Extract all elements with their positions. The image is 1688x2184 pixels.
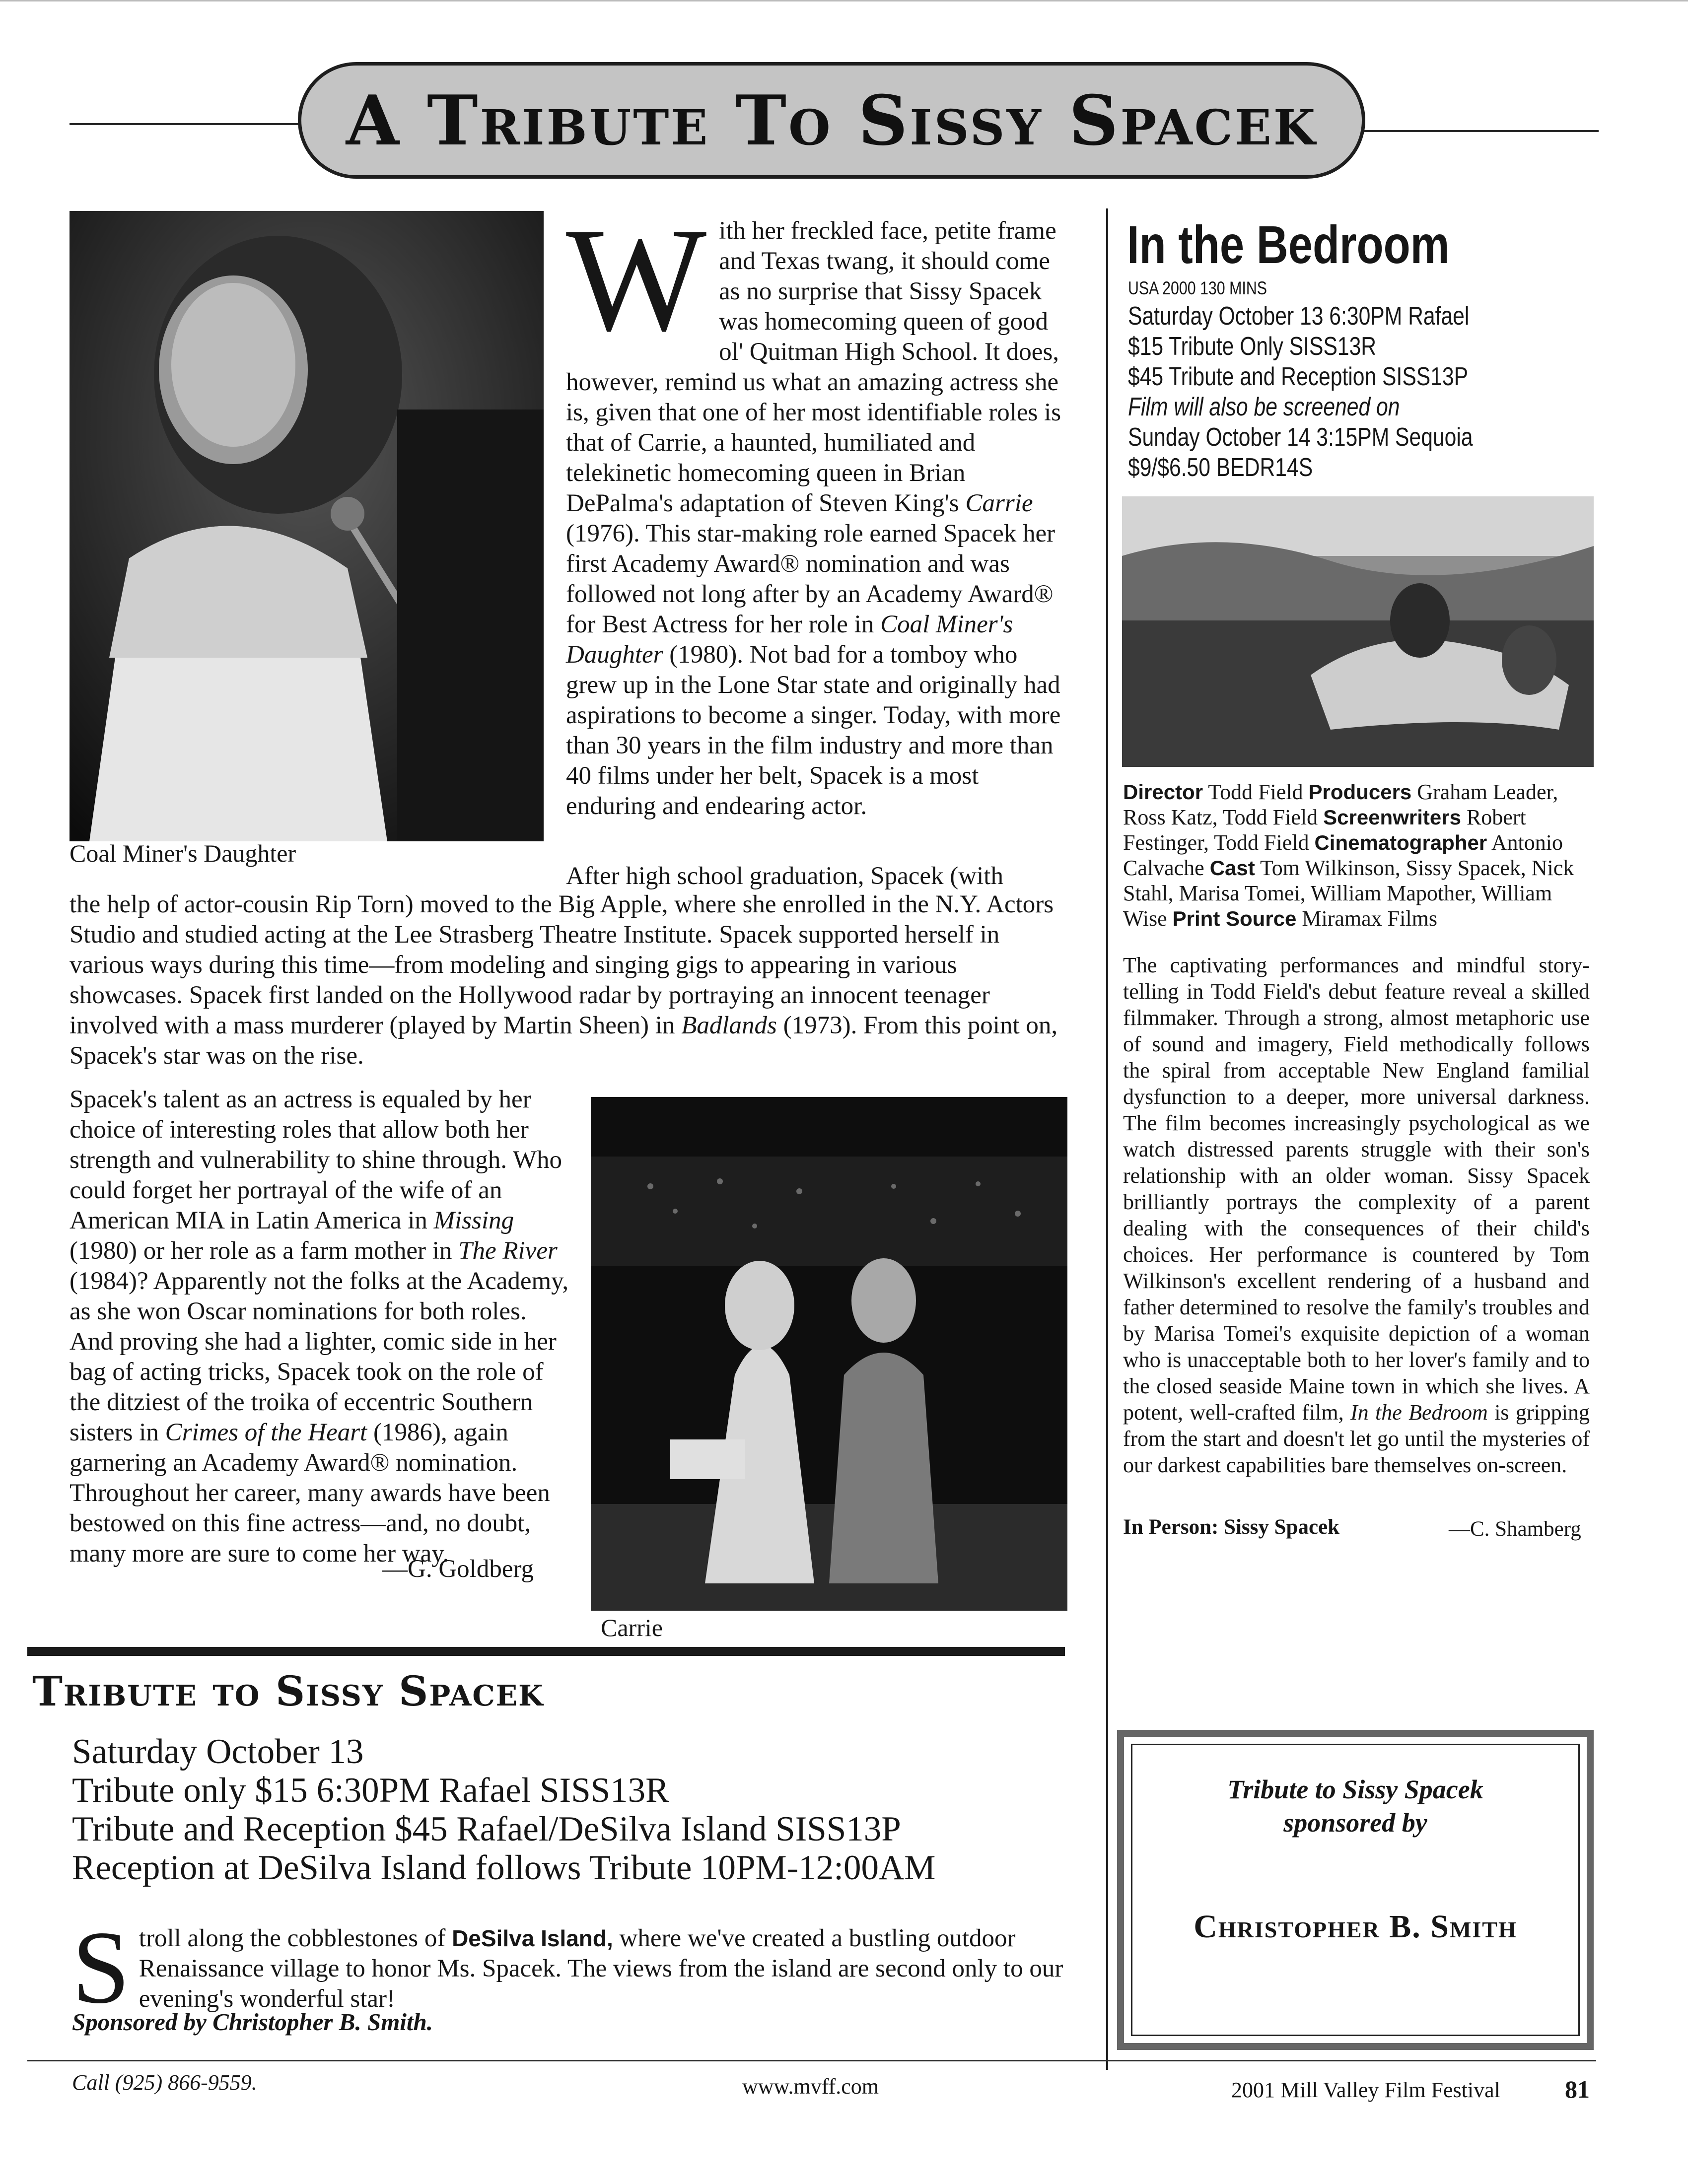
tribute-date: Saturday October 13 bbox=[72, 1732, 364, 1771]
caption-coal-miners-daughter: Coal Miner's Daughter bbox=[70, 839, 296, 867]
page-top-edge bbox=[0, 0, 1688, 1]
footer-url[interactable]: www.mvff.com bbox=[742, 2074, 879, 2099]
sponsor-name: Christopher B. Smith bbox=[1194, 1909, 1517, 1945]
tribute-heading: Tribute to Sissy Spacek bbox=[32, 1668, 544, 1715]
tribute-reception-time: Reception at DeSilva Island follows Tribute 10PM-12:00AM bbox=[72, 1848, 936, 1887]
article-para3: Spacek's talent as an actress is equaled by her choice of interesting roles that allow both her strength and vulnerability to shine through. Who could forget her portrayal of the wife of an American MIA in Latin America in Missing (1980) or her role as a farm mother in The River (1984)? Apparently not the folks at the Academy, as she won Oscar nominations for both roles. And proving she had a lighter, comic side in her bag of acting tricks, Spacek took on the role of the ditziest of the troika of eccentric Southern sisters in Crimes of the Heart (1986), again garnering an Academy Award® nomination. Throughout her career, many awards have been bestowed on this fine actress—and, no doubt, many more are sure to come her way. bbox=[70, 1086, 569, 1568]
banner-title: A Tribute To Sissy Spacek bbox=[346, 80, 1318, 161]
sponsor-line-2: sponsored by bbox=[1283, 1808, 1427, 1838]
caption-carrie: Carrie bbox=[601, 1614, 663, 1641]
photo-carrie bbox=[591, 1097, 1067, 1611]
film-review: The captivating performances and mindful story-telling in Todd Field's debut feature reveal a skilled filmmaker. Through a strong, almost metaphoric use of sound and imagery, Field methodically follows the spiral from acceptable New England familial dysfunction to a deeper, more universal darkness. The film becomes increasingly psychological as we watch distressed parents struggle with their son's relationship with an older woman. Sissy Spacek brilliantly portrays the complexity of a parent dealing with the consequences of their child's choices. Her performance is countered by Tom Wilkinson's excellent rendering of a husband and father determined to resolve the family's troubles and by Marisa Tomei's exquisite depiction of a woman who is unacceptable both to her lover's family and to the closed seaside Maine town in which she lives. A potent, well-crafted film, In the Bedroom is gripping from the start and doesn't let go until the mysteries of our darkest capabilities bare themselves on-screen. bbox=[1123, 953, 1590, 1477]
column-divider bbox=[1106, 208, 1108, 2070]
in-person: In Person: Sissy Spacek bbox=[1123, 1515, 1340, 1539]
banner bbox=[298, 62, 1365, 179]
photo-in-the-bedroom bbox=[1122, 496, 1594, 767]
footer-phone: Call (925) 866-9559. bbox=[72, 2070, 257, 2095]
tribute-only-price: Tribute only $15 6:30PM Rafael SISS13R bbox=[72, 1771, 669, 1810]
sponsor-line-1: Tribute to Sissy Spacek bbox=[1227, 1774, 1483, 1804]
article-para2: the help of actor-cousin Rip Torn) moved to the Big Apple, where she enrolled in the N.Y. Actors Studio and studied acting at the Lee Strasberg Theatre Institute. Spacek supported herself in various ways during this time—from modeling and singing gigs to appearing in various showcases. Spacek first landed on the Hollywood radar by portraying an innocent teenager involved with a mass murderer (played by Martin Sheen) in Badlands (1973). From this point on, Spacek's star was on the rise. bbox=[70, 890, 1058, 1070]
film-price-regular: $9/$6.50 BEDR14S bbox=[1128, 453, 1313, 482]
review-author: —C. Shamberg bbox=[1449, 1517, 1581, 1541]
photo-coal-miners-daughter bbox=[70, 211, 544, 841]
film-showtime-2: Sunday October 14 3:15PM Sequoia bbox=[1128, 423, 1473, 452]
film-title: In the Bedroom bbox=[1127, 214, 1450, 274]
tribute-stroll: Stroll along the cobblestones of DeSilva Island, where we've created a bustling outdoor Renaissance village to honor Ms. Spacek. The views from the island are second only to our evening's wonderful star! bbox=[72, 1910, 1063, 2025]
tribute-schedule bbox=[72, 1732, 935, 1887]
article-author: —G. Goldberg bbox=[382, 1555, 534, 1583]
footer-page-number: 81 bbox=[1565, 2075, 1590, 2103]
banner-rule-left bbox=[70, 123, 303, 125]
footer-publication: 2001 Mill Valley Film Festival bbox=[1231, 2078, 1500, 2102]
film-credits: Director Todd Field Producers Graham Leader, Ross Katz, Todd Field Screenwriters Robert Festinger, Todd Field Cinematographer Antonio Calvache Cast Tom Wilkinson, Sissy Spacek, Nick Stahl, Marisa Tomei, William Mapother, William Wise Print Source Miramax Films bbox=[1123, 780, 1574, 931]
film-showtime-1: Saturday October 13 6:30PM Rafael bbox=[1128, 302, 1470, 331]
tribute-sponsored: Sponsored by Christopher B. Smith. bbox=[72, 2008, 433, 2036]
film-price-tribute: $15 Tribute Only SISS13R bbox=[1128, 332, 1377, 361]
film-price-reception: $45 Tribute and Reception SISS13P bbox=[1128, 362, 1469, 391]
article-para2-start: After high school graduation, Spacek (with bbox=[566, 862, 1003, 890]
dropcap-w: W bbox=[566, 197, 707, 362]
dropcap-s: S bbox=[72, 1910, 130, 2025]
film-also-screened: Film will also be screened on bbox=[1128, 393, 1400, 421]
film-meta: USA 2000 130 MINS bbox=[1128, 278, 1267, 298]
sponsor-box bbox=[1117, 1730, 1594, 2050]
banner-rule-right bbox=[1360, 130, 1599, 132]
footer-rule bbox=[27, 2060, 1596, 2061]
tribute-reception-price: Tribute and Reception $45 Rafael/DeSilva Island SISS13P bbox=[72, 1810, 901, 1848]
tribute-bar bbox=[27, 1647, 1065, 1656]
article-intro: With her freckled face, petite frame and Texas twang, it should come as no surprise that Sissy Spacek was homecoming queen of good ol' Quitman High School. It does, however, remind us what an amazing actress she is, given that one of her most identifiable roles is that of Carrie, a haunted, humiliated and telekinetic homecoming queen in Brian DePalma's adaptation of Steven King's Carrie (1976). This star-making role earned Spacek her first Academy Award® nomination and was followed not long after by an Academy Award® for Best Actress for her role in Coal Miner's Daughter (1980). Not bad for a tomboy who grew up in the Lone Star state and originally had aspirations to become a singer. Today, with more than 30 years in the film industry and more than 40 films under her belt, Spacek is a most enduring and endearing actor. bbox=[566, 197, 1061, 820]
